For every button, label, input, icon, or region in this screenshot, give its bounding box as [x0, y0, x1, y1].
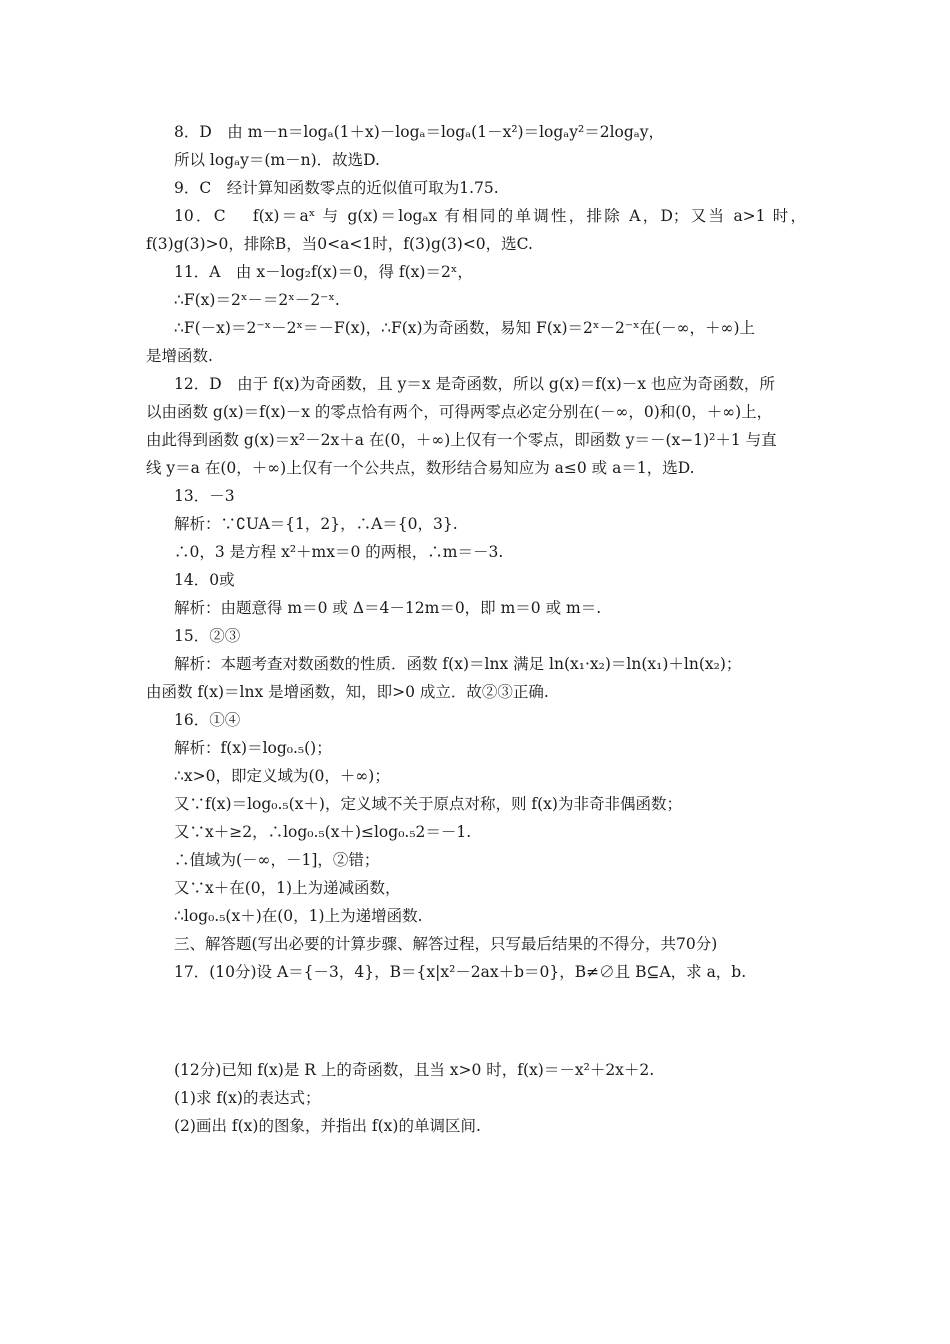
answer-16-analysis-3: 又∵f(x)＝log₀.₅(x＋)，定义域不关于原点对称，则 f(x)为非奇非偶函数；: [174, 795, 682, 813]
answer-16-analysis-6: 又∵x＋在(0，1)上为递减函数，: [174, 879, 401, 897]
question-18-part-2: (2)画出 f(x)的图象，并指出 f(x)的单调区间.: [174, 1117, 481, 1135]
answer-11-line-2: ∴F(x)＝2ˣ－＝2ˣ－2⁻ˣ.: [174, 291, 340, 309]
answer-16-analysis-7: ∴log₀.₅(x＋)在(0，1)上为递增函数.: [174, 907, 423, 925]
answer-16-analysis-5: ∴值域为(－∞，－1]，②错；: [174, 851, 380, 869]
answer-12-line-4: 线 y＝a 在(0，＋∞)上仅有一个公共点，数形结合易知应为 a≤0 或 a＝1，选D.: [146, 459, 695, 477]
answer-9: 9．C 经计算知函数零点的近似值可取为1.75.: [174, 179, 499, 197]
answer-16-analysis-1: 解析：f(x)＝log₀.₅()；: [174, 739, 332, 757]
answer-15-analysis-1: 解析：本题考查对数函数的性质．函数 f(x)＝lnx 满足 ln(x₁·x₂)＝ln(x₁)＋ln(x₂)；: [174, 655, 742, 673]
answer-10-line-2: f(3)g(3)>0，排除B，当0<a<1时，f(3)g(3)<0，选C.: [146, 235, 533, 253]
answer-12-line-2: 以由函数 g(x)＝f(x)－x 的零点恰有两个，可得两零点必定分别在(－∞，0)和(0，＋∞)上，: [146, 403, 773, 421]
answer-8-line-1: 8．D 由 m－n＝logₐ(1＋x)－logₐ＝logₐ(1－x²)＝logₐy²＝2logₐy，: [174, 123, 665, 141]
question-18: (12分)已知 f(x)是 R 上的奇函数，且当 x>0 时，f(x)＝－x²＋2x＋2.: [174, 1061, 655, 1079]
section-heading-solutions: 三、解答题(写出必要的计算步骤、解答过程，只写最后结果的不得分，共70分): [174, 935, 718, 953]
answer-12-line-1: 12．D 由于 f(x)为奇函数，且 y＝x 是奇函数，所以 g(x)＝f(x)－x 也应为奇函数，所: [174, 375, 775, 393]
answer-12-line-3: 由此得到函数 g(x)＝x²－2x＋a 在(0，＋∞)上仅有一个零点，即函数 y＝－(x−1)²＋1 与直: [146, 431, 777, 449]
answer-11-line-3: ∴F(－x)＝2⁻ˣ－2ˣ＝－F(x)，∴F(x)为奇函数，易知 F(x)＝2ˣ－2⁻ˣ在(－∞，＋∞)上: [174, 319, 756, 337]
answer-13-analysis-2: ∴0，3 是方程 x²＋mx＝0 的两根，∴m＝－3.: [174, 543, 504, 561]
answer-16-analysis-4: 又∵x＋≥2，∴log₀.₅(x＋)≤log₀.₅2＝－1.: [174, 823, 472, 841]
answer-15: 15．②③: [174, 627, 241, 645]
answer-14-analysis: 解析：由题意得 m＝0 或 Δ＝4－12m＝0，即 m＝0 或 m＝.: [174, 599, 602, 617]
answer-8-line-2: 所以 logₐy＝(m－n)．故选D.: [174, 151, 380, 169]
answer-16: 16．①④: [174, 711, 241, 729]
answer-14: 14．0或: [174, 571, 235, 589]
answer-13: 13．－3: [174, 487, 235, 505]
answer-13-analysis-1: 解析：∵∁UA＝{1，2}，∴A＝{0，3}.: [174, 515, 458, 533]
answer-11-line-1: 11．A 由 x－log₂f(x)＝0，得 f(x)＝2ˣ，: [174, 263, 473, 281]
answer-15-analysis-2: 由函数 f(x)＝lnx 是增函数，知，即>0 成立．故②③正确.: [146, 683, 549, 701]
question-18-part-1: (1)求 f(x)的表达式；: [174, 1089, 321, 1107]
answer-11-line-4: 是增函数.: [146, 347, 213, 365]
question-17: 17．(10分)设 A＝{－3，4}，B＝{x|x²－2ax＋b＝0}，B≠∅且 B⊆A，求 a，b.: [174, 963, 747, 981]
answer-10-line-1: 10．C f(x)＝aˣ 与 g(x)＝logₐx 有相同的单调性，排除 A，D；又当 a>1 时，: [174, 207, 806, 225]
answer-16-analysis-2: ∴x>0，即定义域为(0，＋∞)；: [174, 767, 390, 785]
